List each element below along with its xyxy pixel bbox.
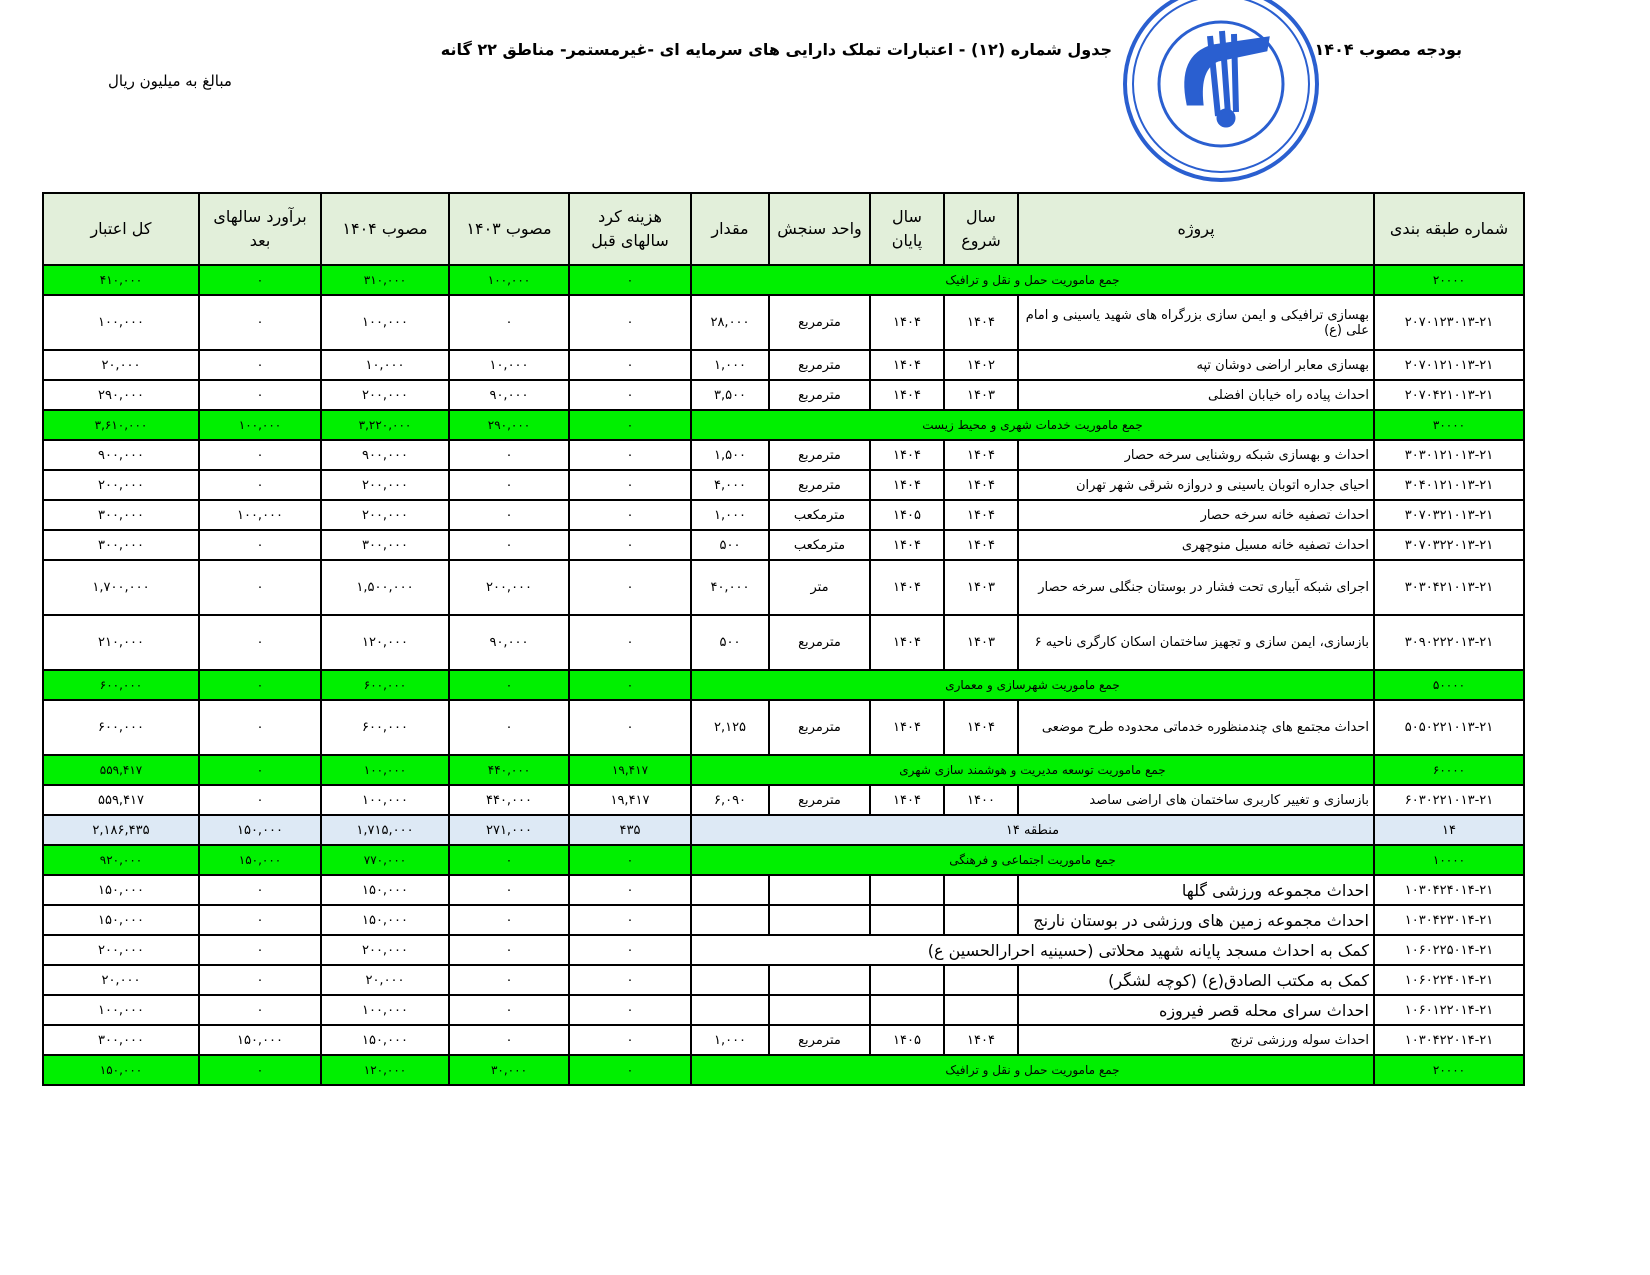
approved-1403: ۰ (449, 875, 569, 905)
approved-1403: ۰ (449, 440, 569, 470)
approved-1404: ۲۰۰,۰۰۰ (321, 935, 449, 965)
approved-1404: ۱۰۰,۰۰۰ (321, 755, 449, 785)
project-name: احداث مجموعه زمین های ورزشی در بوستان نارنج (1018, 905, 1374, 935)
code-text: ۲۰۷۰۱۲۳۰۱۳-۲۱ (1404, 315, 1494, 330)
prior-spending: ۰ (569, 700, 691, 755)
measure-unit: مترمکعب (769, 530, 870, 560)
prior-spending: ۰ (569, 1025, 691, 1055)
unit-note: مبالغ به میلیون ریال (108, 72, 232, 90)
table-row (43, 350, 1524, 380)
classification-code (1374, 1025, 1524, 1055)
classification-code (1374, 265, 1524, 295)
group-total-row (43, 670, 1524, 700)
code-text: ۲۰۷۰۱۲۱۰۱۳-۲۱ (1404, 357, 1494, 373)
approved-1404: ۱۰۰,۰۰۰ (321, 785, 449, 815)
code-text: ۱۴ (1442, 822, 1456, 838)
total-credit: ۶۰۰,۰۰۰ (43, 670, 199, 700)
project-name: احداث مجموعه ورزشی گلها (1018, 875, 1374, 905)
table-row (43, 440, 1524, 470)
row-title: جمع ماموریت اجتماعی و فرهنگی (691, 845, 1374, 875)
future-estimate: ۰ (199, 440, 321, 470)
future-estimate: ۰ (199, 905, 321, 935)
total-credit: ۶۰۰,۰۰۰ (43, 700, 199, 755)
approved-1403: ۴۴۰,۰۰۰ (449, 755, 569, 785)
approved-1403: ۰ (449, 935, 569, 965)
total-credit: ۲۰۰,۰۰۰ (43, 935, 199, 965)
measure-unit: مترمربع (769, 295, 870, 350)
end-year: ۱۴۰۴ (870, 380, 944, 410)
approved-1404: ۳۰۰,۰۰۰ (321, 530, 449, 560)
start-year (944, 905, 1018, 935)
total-credit: ۳,۶۱۰,۰۰۰ (43, 410, 199, 440)
approved-1404: ۲۰,۰۰۰ (321, 965, 449, 995)
future-estimate: ۰ (199, 615, 321, 670)
prior-spending: ۰ (569, 905, 691, 935)
code-text: ۶۰۰۰۰ (1432, 763, 1466, 777)
future-estimate: ۰ (199, 700, 321, 755)
start-year: ۱۴۰۴ (944, 500, 1018, 530)
table-row (43, 935, 1524, 965)
quantity: ۱,۰۰۰ (691, 1025, 769, 1055)
measure-unit: متر (769, 560, 870, 615)
end-year: ۱۴۰۴ (870, 560, 944, 615)
future-estimate: ۱۰۰,۰۰۰ (199, 500, 321, 530)
approved-1404: ۱۲۰,۰۰۰ (321, 1055, 449, 1085)
prior-spending: ۰ (569, 560, 691, 615)
future-estimate: ۱۵۰,۰۰۰ (199, 845, 321, 875)
col-header-estimate: برآورد سالهای بعد (199, 193, 321, 265)
project-name: احداث مجتمع های چندمنظوره خدماتی محدوده طرح موضعی (1018, 700, 1374, 755)
project-name: احداث تصفیه خانه مسیل منوچهری (1018, 530, 1374, 560)
project-name: احیای جداره اتوبان یاسینی و دروازه شرقی شهر تهران (1018, 470, 1374, 500)
table-row (43, 500, 1524, 530)
row-title: جمع ماموریت خدمات شهری و محیط زیست (691, 410, 1374, 440)
approved-1404: ۲۰۰,۰۰۰ (321, 380, 449, 410)
start-year: ۱۴۰۳ (944, 615, 1018, 670)
future-estimate: ۱۵۰,۰۰۰ (199, 815, 321, 845)
prior-spending: ۰ (569, 670, 691, 700)
measure-unit (769, 995, 870, 1025)
approved-1404: ۱۰,۰۰۰ (321, 350, 449, 380)
classification-code (1374, 295, 1524, 350)
approved-1403: ۲۷۱,۰۰۰ (449, 815, 569, 845)
quantity: ۱,۵۰۰ (691, 440, 769, 470)
approved-1403: ۰ (449, 995, 569, 1025)
group-total-row (43, 845, 1524, 875)
classification-code (1374, 700, 1524, 755)
project-name: بهسازی معابر اراضی دوشان تپه (1018, 350, 1374, 380)
classification-code (1374, 785, 1524, 815)
table-row (43, 905, 1524, 935)
table-row (43, 295, 1524, 350)
future-estimate: ۰ (199, 380, 321, 410)
measure-unit: مترمکعب (769, 500, 870, 530)
classification-code (1374, 935, 1524, 965)
end-year: ۱۴۰۴ (870, 350, 944, 380)
approved-1404: ۷۷۰,۰۰۰ (321, 845, 449, 875)
total-credit: ۴۱۰,۰۰۰ (43, 265, 199, 295)
classification-code (1374, 615, 1524, 670)
approved-1403: ۹۰,۰۰۰ (449, 380, 569, 410)
prior-spending: ۰ (569, 965, 691, 995)
prior-spending: ۰ (569, 615, 691, 670)
project-name: اجرای شبکه آبیاری تحت فشار در بوستان جنگلی سرخه حصار (1018, 560, 1374, 615)
approved-1404: ۱,۵۰۰,۰۰۰ (321, 560, 449, 615)
approved-1403: ۲۰۰,۰۰۰ (449, 560, 569, 615)
code-text: ۳۰۳۰۱۲۱۰۱۳-۲۱ (1404, 447, 1494, 463)
future-estimate: ۰ (199, 470, 321, 500)
code-text: ۱۰۳۰۴۲۲۰۱۴-۲۱ (1404, 1032, 1494, 1048)
table-row (43, 1025, 1524, 1055)
classification-code (1374, 755, 1524, 785)
end-year: ۱۴۰۴ (870, 700, 944, 755)
approved-1403: ۳۰,۰۰۰ (449, 1055, 569, 1085)
row-title: جمع ماموریت توسعه مدیریت و هوشمند سازی شهری (691, 755, 1374, 785)
measure-unit: مترمربع (769, 380, 870, 410)
row-title: جمع ماموریت حمل و نقل و ترافیک (691, 265, 1374, 295)
classification-code (1374, 905, 1524, 935)
code-text: ۳۰۷۰۳۲۲۰۱۳-۲۱ (1404, 537, 1494, 553)
approved-1404: ۱۵۰,۰۰۰ (321, 875, 449, 905)
classification-code (1374, 440, 1524, 470)
classification-code (1374, 815, 1524, 845)
total-credit: ۳۰۰,۰۰۰ (43, 530, 199, 560)
project-name: احداث سرای محله قصر فیروزه (1018, 995, 1374, 1025)
total-credit: ۱۵۰,۰۰۰ (43, 875, 199, 905)
measure-unit: مترمربع (769, 615, 870, 670)
code-text: ۱۰۳۰۴۲۳۰۱۴-۲۱ (1404, 912, 1494, 928)
total-credit: ۲,۱۸۶,۴۳۵ (43, 815, 199, 845)
col-header-start: سال شروع (944, 193, 1018, 265)
approved-1403: ۰ (449, 530, 569, 560)
future-estimate: ۰ (199, 965, 321, 995)
approved-1404: ۱۰۰,۰۰۰ (321, 995, 449, 1025)
future-estimate: ۰ (199, 875, 321, 905)
table-row (43, 615, 1524, 670)
classification-code (1374, 995, 1524, 1025)
future-estimate: ۰ (199, 530, 321, 560)
table-row (43, 785, 1524, 815)
end-year: ۱۴۰۴ (870, 530, 944, 560)
approved-1403: ۰ (449, 670, 569, 700)
table-row (43, 560, 1524, 615)
classification-code (1374, 875, 1524, 905)
future-estimate: ۰ (199, 560, 321, 615)
total-credit: ۹۲۰,۰۰۰ (43, 845, 199, 875)
future-estimate: ۰ (199, 755, 321, 785)
start-year (944, 875, 1018, 905)
table-row (43, 380, 1524, 410)
code-text: ۵۰۵۰۲۲۱۰۱۳-۲۱ (1404, 720, 1494, 735)
approved-1403: ۱۰,۰۰۰ (449, 350, 569, 380)
prior-spending: ۰ (569, 530, 691, 560)
budget-table (42, 192, 1525, 1086)
prior-spending: ۰ (569, 350, 691, 380)
row-title: جمع ماموریت شهرسازی و معماری (691, 670, 1374, 700)
prior-spending: ۰ (569, 470, 691, 500)
classification-code (1374, 560, 1524, 615)
quantity: ۴,۰۰۰ (691, 470, 769, 500)
classification-code (1374, 500, 1524, 530)
classification-code (1374, 1055, 1524, 1085)
approved-1403: ۰ (449, 295, 569, 350)
measure-unit: مترمربع (769, 1025, 870, 1055)
quantity: ۵۰۰ (691, 615, 769, 670)
approved-1403: ۰ (449, 1025, 569, 1055)
total-credit: ۲۰,۰۰۰ (43, 965, 199, 995)
classification-code (1374, 845, 1524, 875)
code-text: ۲۰۷۰۴۲۱۰۱۳-۲۱ (1404, 387, 1494, 403)
measure-unit (769, 965, 870, 995)
col-header-prev: هزینه کرد سالهای قبل (569, 193, 691, 265)
total-credit: ۱۵۰,۰۰۰ (43, 905, 199, 935)
future-estimate: ۰ (199, 995, 321, 1025)
approved-1404: ۶۰۰,۰۰۰ (321, 700, 449, 755)
approved-1404: ۲۰۰,۰۰۰ (321, 500, 449, 530)
measure-unit (769, 875, 870, 905)
approved-1404: ۱,۷۱۵,۰۰۰ (321, 815, 449, 845)
table-row (43, 700, 1524, 755)
quantity: ۶,۰۹۰ (691, 785, 769, 815)
col-header-code: شماره طبقه بندی (1374, 193, 1524, 265)
end-year: ۱۴۰۵ (870, 500, 944, 530)
project-name: بازسازی، ایمن سازی و تجهیز ساختمان اسکان کارگری ناحیه ۶ (1018, 615, 1374, 670)
end-year: ۱۴۰۴ (870, 470, 944, 500)
budget-label: بودجه مصوب ۱۴۰۴ (1314, 40, 1462, 59)
start-year (944, 965, 1018, 995)
total-credit: ۲۰,۰۰۰ (43, 350, 199, 380)
end-year (870, 875, 944, 905)
code-text: ۳۰۴۰۱۲۱۰۱۳-۲۱ (1404, 477, 1494, 493)
code-text: ۳۰۹۰۲۲۲۰۱۳-۲۱ (1404, 635, 1494, 650)
start-year: ۱۴۰۴ (944, 295, 1018, 350)
measure-unit: مترمربع (769, 785, 870, 815)
col-header-project: پروژه (1018, 193, 1374, 265)
total-credit: ۵۵۹,۴۱۷ (43, 755, 199, 785)
quantity (691, 965, 769, 995)
approved-1403: ۰ (449, 470, 569, 500)
start-year: ۱۴۰۴ (944, 700, 1018, 755)
total-credit: ۱,۷۰۰,۰۰۰ (43, 560, 199, 615)
approved-1404: ۳,۲۲۰,۰۰۰ (321, 410, 449, 440)
col-header-approved-1403: مصوب ۱۴۰۳ (449, 193, 569, 265)
future-estimate: ۰ (199, 295, 321, 350)
table-header-row (43, 193, 1524, 265)
start-year: ۱۴۰۲ (944, 350, 1018, 380)
prior-spending: ۱۹,۴۱۷ (569, 785, 691, 815)
quantity: ۴۰,۰۰۰ (691, 560, 769, 615)
total-credit: ۲۱۰,۰۰۰ (43, 615, 199, 670)
code-text: ۱۰۶۰۲۲۴۰۱۴-۲۱ (1404, 972, 1494, 988)
prior-spending: ۰ (569, 935, 691, 965)
code-text: ۱۰۳۰۴۲۴۰۱۴-۲۱ (1404, 882, 1494, 898)
approved-1404: ۲۰۰,۰۰۰ (321, 470, 449, 500)
group-total-row (43, 410, 1524, 440)
total-credit: ۳۰۰,۰۰۰ (43, 500, 199, 530)
code-text: ۲۰۰۰۰ (1432, 1063, 1466, 1077)
start-year: ۱۴۰۴ (944, 530, 1018, 560)
start-year: ۱۴۰۰ (944, 785, 1018, 815)
approved-1404: ۱۲۰,۰۰۰ (321, 615, 449, 670)
code-text: ۳۰۳۰۴۲۱۰۱۳-۲۱ (1404, 580, 1494, 595)
classification-code (1374, 350, 1524, 380)
table-row (43, 530, 1524, 560)
end-year (870, 965, 944, 995)
prior-spending: ۴۳۵ (569, 815, 691, 845)
col-header-amount: مقدار (691, 193, 769, 265)
code-text: ۶۰۳۰۲۲۱۰۱۳-۲۱ (1404, 792, 1494, 808)
code-text: ۱۰۶۰۱۲۲۰۱۴-۲۱ (1404, 1002, 1494, 1018)
approved-1403: ۹۰,۰۰۰ (449, 615, 569, 670)
table-row (43, 875, 1524, 905)
approved-1404: ۱۰۰,۰۰۰ (321, 295, 449, 350)
group-total-row (43, 755, 1524, 785)
project-name: کمک به مکتب الصادق(ع) (کوچه لشگر) (1018, 965, 1374, 995)
approved-1404: ۹۰۰,۰۰۰ (321, 440, 449, 470)
council-stamp-icon (1118, 0, 1324, 182)
approved-1403: ۰ (449, 500, 569, 530)
prior-spending: ۰ (569, 295, 691, 350)
row-title: جمع ماموریت حمل و نقل و ترافیک (691, 1055, 1374, 1085)
quantity: ۱,۰۰۰ (691, 350, 769, 380)
prior-spending: ۱۹,۴۱۷ (569, 755, 691, 785)
future-estimate: ۰ (199, 785, 321, 815)
code-text: ۲۰۰۰۰ (1432, 273, 1466, 287)
approved-1403: ۴۴۰,۰۰۰ (449, 785, 569, 815)
start-year: ۱۴۰۳ (944, 560, 1018, 615)
project-name: احداث تصفیه خانه سرخه حصار (1018, 500, 1374, 530)
measure-unit: مترمربع (769, 440, 870, 470)
end-year: ۱۴۰۴ (870, 785, 944, 815)
end-year: ۱۴۰۵ (870, 1025, 944, 1055)
approved-1404: ۱۵۰,۰۰۰ (321, 905, 449, 935)
approved-1403: ۲۹۰,۰۰۰ (449, 410, 569, 440)
col-header-approved-1404: مصوب ۱۴۰۴ (321, 193, 449, 265)
classification-code (1374, 530, 1524, 560)
total-credit: ۹۰۰,۰۰۰ (43, 440, 199, 470)
quantity (691, 905, 769, 935)
future-estimate: ۱۵۰,۰۰۰ (199, 1025, 321, 1055)
approved-1403: ۰ (449, 700, 569, 755)
end-year: ۱۴۰۴ (870, 295, 944, 350)
prior-spending: ۰ (569, 995, 691, 1025)
approved-1403: ۰ (449, 905, 569, 935)
table-row (43, 995, 1524, 1025)
col-header-total: کل اعتبار (43, 193, 199, 265)
approved-1404: ۱۵۰,۰۰۰ (321, 1025, 449, 1055)
prior-spending: ۰ (569, 265, 691, 295)
classification-code (1374, 965, 1524, 995)
page-title: جدول شماره (۱۲) - اعتبارات تملک دارایی های سرمایه ای -غیرمستمر- مناطق ۲۲ گانه (440, 40, 1112, 59)
future-estimate: ۰ (199, 350, 321, 380)
total-credit: ۲۹۰,۰۰۰ (43, 380, 199, 410)
project-name: کمک به احداث مسجد پایانه شهید محلاتی (حسینیه احرارالحسین ع) (691, 935, 1374, 965)
code-text: ۱۰۰۰۰ (1432, 853, 1466, 867)
prior-spending: ۰ (569, 1055, 691, 1085)
future-estimate: ۰ (199, 935, 321, 965)
start-year (944, 995, 1018, 1025)
total-credit: ۱۵۰,۰۰۰ (43, 1055, 199, 1085)
future-estimate: ۰ (199, 670, 321, 700)
code-text: ۵۰۰۰۰ (1432, 678, 1466, 692)
start-year: ۱۴۰۴ (944, 470, 1018, 500)
start-year: ۱۴۰۳ (944, 380, 1018, 410)
project-name: احداث و بهسازی شبکه روشنایی سرخه حصار (1018, 440, 1374, 470)
quantity: ۲,۱۲۵ (691, 700, 769, 755)
end-year (870, 905, 944, 935)
quantity: ۵۰۰ (691, 530, 769, 560)
measure-unit: مترمربع (769, 700, 870, 755)
code-text: ۳۰۷۰۳۲۱۰۱۳-۲۱ (1404, 507, 1494, 523)
project-name: بهسازی ترافیکی و ایمن سازی بزرگراه های شهید یاسینی و امام علی (ع) (1018, 295, 1374, 350)
prior-spending: ۰ (569, 380, 691, 410)
project-name: احداث پیاده راه خیابان افضلی (1018, 380, 1374, 410)
total-credit: ۵۵۹,۴۱۷ (43, 785, 199, 815)
quantity: ۱,۰۰۰ (691, 500, 769, 530)
measure-unit: مترمربع (769, 470, 870, 500)
classification-code (1374, 670, 1524, 700)
project-name: احداث سوله ورزشی ترنج (1018, 1025, 1374, 1055)
quantity: ۳,۵۰۰ (691, 380, 769, 410)
total-credit: ۲۰۰,۰۰۰ (43, 470, 199, 500)
end-year: ۱۴۰۴ (870, 615, 944, 670)
group-total-row (43, 265, 1524, 295)
group-total-row (43, 1055, 1524, 1085)
code-text: ۳۰۰۰۰ (1432, 418, 1466, 432)
future-estimate: ۰ (199, 1055, 321, 1085)
end-year (870, 995, 944, 1025)
start-year: ۱۴۰۴ (944, 1025, 1018, 1055)
zone-total-row (43, 815, 1524, 845)
prior-spending: ۰ (569, 440, 691, 470)
quantity (691, 875, 769, 905)
approved-1403: ۰ (449, 845, 569, 875)
measure-unit (769, 905, 870, 935)
classification-code (1374, 380, 1524, 410)
quantity: ۲۸,۰۰۰ (691, 295, 769, 350)
approved-1403: ۱۰۰,۰۰۰ (449, 265, 569, 295)
table-row (43, 470, 1524, 500)
total-credit: ۳۰۰,۰۰۰ (43, 1025, 199, 1055)
prior-spending: ۰ (569, 875, 691, 905)
classification-code (1374, 410, 1524, 440)
total-credit: ۱۰۰,۰۰۰ (43, 995, 199, 1025)
future-estimate: ۰ (199, 265, 321, 295)
measure-unit: مترمربع (769, 350, 870, 380)
approved-1404: ۳۱۰,۰۰۰ (321, 265, 449, 295)
future-estimate: ۱۰۰,۰۰۰ (199, 410, 321, 440)
prior-spending: ۰ (569, 845, 691, 875)
code-text: ۱۰۶۰۲۲۵۰۱۴-۲۱ (1404, 942, 1494, 958)
col-header-unit: واحد سنجش (769, 193, 870, 265)
project-name: بازسازی و تغییر کاربری ساختمان های اراضی ساصد (1018, 785, 1374, 815)
quantity (691, 995, 769, 1025)
table-row (43, 965, 1524, 995)
classification-code (1374, 470, 1524, 500)
end-year: ۱۴۰۴ (870, 440, 944, 470)
prior-spending: ۰ (569, 410, 691, 440)
row-title: منطقه ۱۴ (691, 815, 1374, 845)
start-year: ۱۴۰۴ (944, 440, 1018, 470)
approved-1404: ۶۰۰,۰۰۰ (321, 670, 449, 700)
total-credit: ۱۰۰,۰۰۰ (43, 295, 199, 350)
prior-spending: ۰ (569, 500, 691, 530)
col-header-end: سال پایان (870, 193, 944, 265)
approved-1403: ۰ (449, 965, 569, 995)
